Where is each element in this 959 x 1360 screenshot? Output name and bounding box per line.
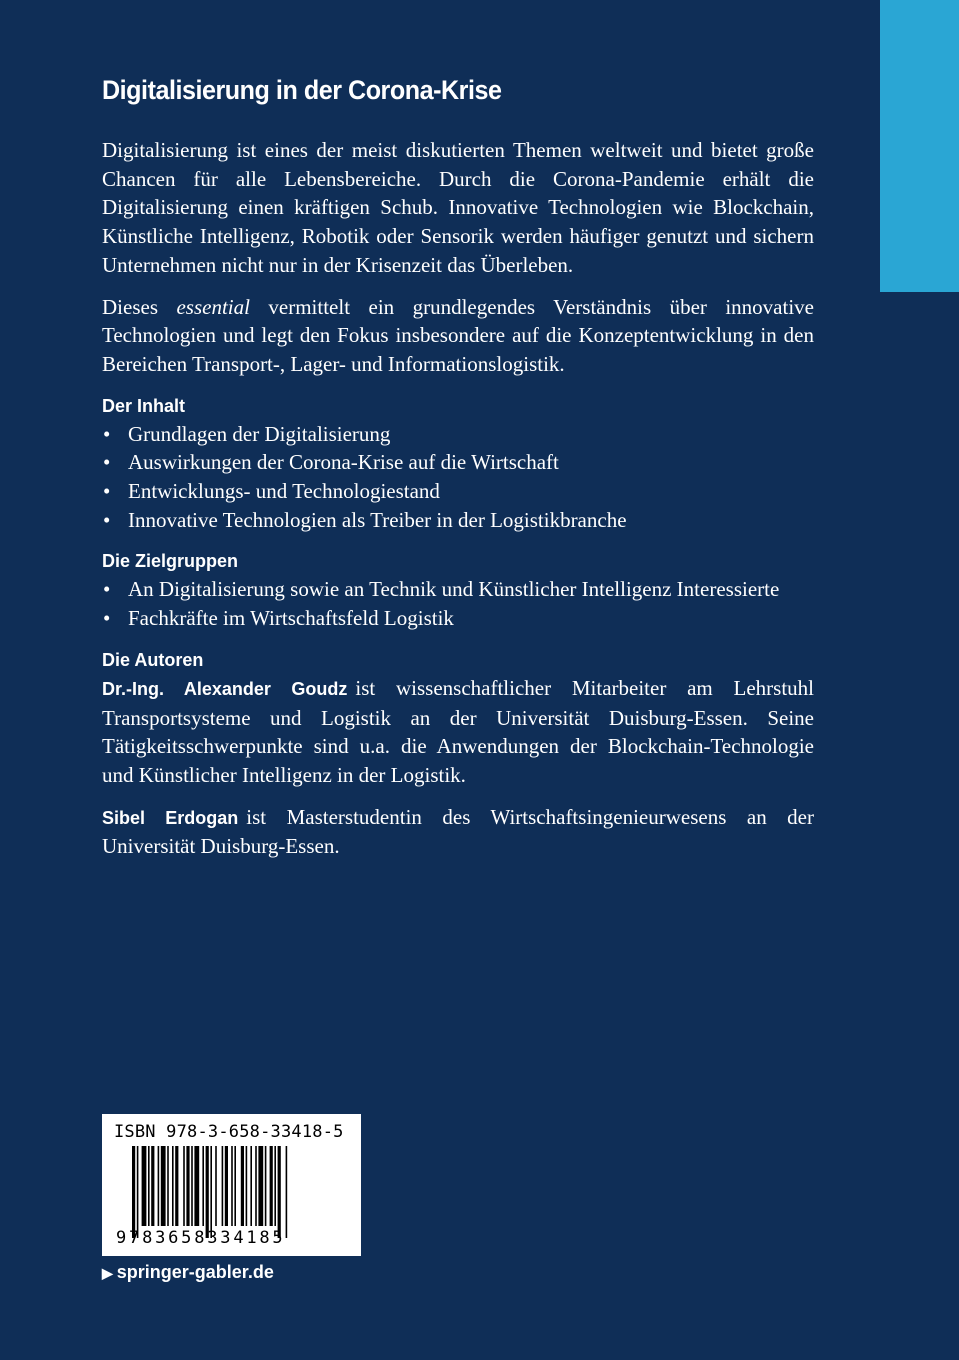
barcode-bar <box>210 1146 212 1238</box>
back-cover-content <box>102 70 814 874</box>
barcode-bar <box>206 1146 209 1238</box>
list-item-text: Entwicklungs- und Technologiestand <box>128 479 440 504</box>
list-item-text: Fachkräfte im Wirtschaftsfeld Logistik <box>128 606 454 631</box>
barcode-bar <box>250 1146 252 1226</box>
barcode-bar <box>265 1146 267 1226</box>
author-text-2: ist Masterstudentin des Wirtschaftsingenieurwesens an der Universität Duisburg-Essen. <box>102 804 814 859</box>
barcode-bar <box>246 1146 248 1226</box>
author-name-1: Dr.-Ing. Alexander Goudz <box>102 678 348 699</box>
barcode-bar <box>137 1146 139 1238</box>
autoren-heading: Die Autoren <box>102 649 204 670</box>
barcode-bar <box>186 1146 189 1226</box>
bullet-icon: • <box>103 606 111 631</box>
inhalt-list <box>102 420 814 535</box>
bullet-icon: • <box>103 507 111 532</box>
barcode-bar <box>241 1146 244 1226</box>
list-item <box>102 506 814 535</box>
list-item-text: Grundlagen der Digitalisierung <box>128 421 391 446</box>
barcode-bar <box>148 1146 150 1226</box>
isbn-barcode <box>102 1114 361 1256</box>
barcode-bar <box>215 1146 217 1226</box>
bullet-icon: • <box>103 479 111 504</box>
list-item-text: An Digitalisierung sowie an Technik und Künstlicher Intelligenz Interessierte <box>128 577 780 602</box>
list-item <box>102 575 814 604</box>
intro-paragraph-2-end: vermittelt ein grundlegendes Verständnis über innovative Technologien und legt den Fokus insbesondere auf die Konzeptentwicklung in den Bereichen Transport-, Lager- und Informationslogistik. <box>102 294 814 376</box>
isbn-label: ISBN 978-3-658-33418-5 <box>114 1122 344 1142</box>
bullet-icon: • <box>103 577 111 602</box>
barcode-bar <box>274 1146 276 1226</box>
intro-paragraph-1: Digitalisierung ist eines der meist diskutierten Themen weltweit und bietet große Chancen für alle Lebensbereiche. Durch die Corona-Pandemie erhält die Digitalisierung einen kräftigen Schub. Innovative Technologien wie Blockchain, Künstliche Intelligenz, Robotik oder Sensorik werden häufiger genutzt und sichern Unternehmen nicht nur in der Krisenzeit das Überleben. <box>102 138 814 277</box>
barcode-bar <box>286 1146 288 1238</box>
intro-paragraph-2-start: Dieses <box>102 294 177 319</box>
book-title: Digitalisierung in der Corona-Krise <box>102 75 502 105</box>
barcode-bar <box>222 1146 224 1226</box>
barcode-bar <box>255 1146 257 1226</box>
list-item-text: Auswirkungen der Corona-Krise auf die Wirtschaft <box>128 450 559 475</box>
zielgruppen-heading: Die Zielgruppen <box>102 551 239 572</box>
list-item <box>102 448 814 477</box>
accent-tab <box>880 0 959 292</box>
list-item-text: Innovative Technologien als Treiber in der Logistikbranche <box>128 507 627 532</box>
play-triangle-icon: ▶ <box>102 1265 113 1281</box>
author-text-1: ist wissenschaftlicher Mitarbeiter am Lehrstuhl Transportsysteme und Logistik an der Universität Duisburg-Essen. Seine Tätigkeitsschwerpunkte sind u.a. die Anwendungen der Blockchain-Technologie und Künstlicher Intelligenz in der Logistik. <box>102 675 814 787</box>
essential-term: essential <box>176 294 250 319</box>
author-name-2: Sibel Erdogan <box>102 807 239 828</box>
barcode-bar <box>183 1146 185 1226</box>
publisher-website[interactable] <box>102 1262 274 1283</box>
barcode-bar <box>258 1146 263 1226</box>
barcode-bar <box>167 1146 169 1226</box>
barcode-bar <box>175 1146 178 1226</box>
barcode-bar <box>194 1146 199 1226</box>
barcode-bar <box>202 1146 204 1226</box>
bullet-icon: • <box>103 421 111 446</box>
inhalt-heading: Der Inhalt <box>102 395 186 416</box>
intro-paragraph-2 <box>102 293 814 379</box>
author-bio-2 <box>102 803 814 861</box>
barcode-bar <box>231 1146 233 1226</box>
barcode-bar <box>278 1146 281 1238</box>
bullet-icon: • <box>103 450 111 475</box>
website-url: springer-gabler.de <box>116 1262 274 1282</box>
list-item <box>102 420 814 449</box>
barcode-bar <box>191 1146 193 1226</box>
barcode-bar <box>225 1146 228 1226</box>
barcode-bar <box>151 1146 154 1226</box>
barcode-bar <box>132 1146 135 1238</box>
barcode-bar <box>172 1146 174 1226</box>
zielgruppen-list <box>102 575 814 632</box>
author-bio-1 <box>102 674 814 790</box>
barcode-bar <box>270 1146 273 1226</box>
barcode-bar <box>142 1146 147 1226</box>
list-item <box>102 604 814 633</box>
barcode-bar <box>234 1146 236 1226</box>
barcode-bar <box>158 1146 160 1226</box>
list-item <box>102 477 814 506</box>
barcode-digits: 9783658334185 <box>116 1228 286 1248</box>
barcode-bar <box>161 1146 166 1226</box>
